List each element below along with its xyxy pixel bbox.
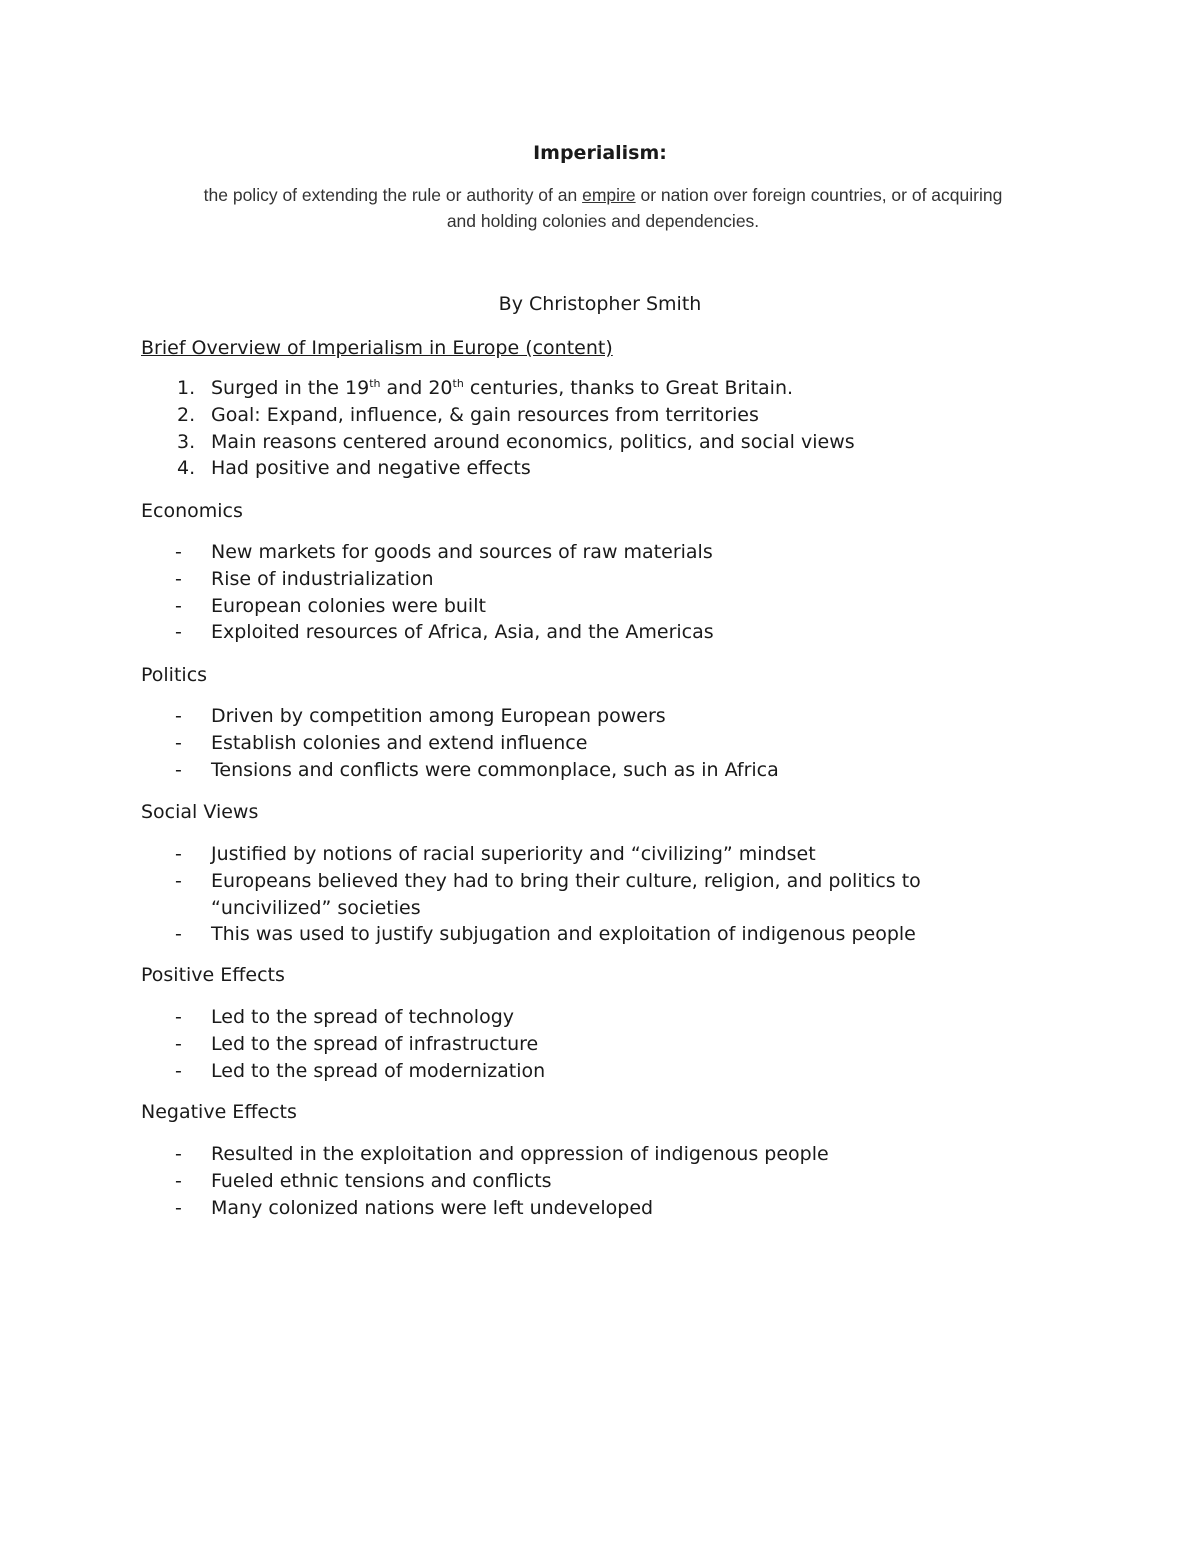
economics-heading: Economics [141, 500, 243, 522]
list-item [141, 868, 1021, 922]
list-item [141, 757, 1021, 784]
bullet-dash: - [175, 758, 182, 781]
bullet-dash: - [175, 1059, 182, 1082]
overview-list [141, 375, 1021, 482]
list-item-text: European colonies were built [211, 594, 486, 617]
list-item [141, 1031, 1021, 1058]
bullet-dash: - [175, 923, 182, 946]
bullet-dash: - [175, 731, 182, 754]
definition-text-end: or nation over foreign countries, or of acquiring [635, 185, 1003, 205]
list-item [141, 1168, 1021, 1195]
positive-effects-list [141, 1004, 1021, 1084]
list-item-text: Driven by competition among European powers [211, 705, 666, 727]
list-item-text: Resulted in the exploitation and oppression of indigenous people [211, 1143, 829, 1165]
list-item [141, 402, 1021, 429]
definition-text-line2: and holding colonies and dependencies. [446, 211, 760, 231]
author-line: By Christopher Smith [498, 293, 702, 315]
list-item-text: Tensions and conflicts were commonplace, such as in Africa [211, 758, 779, 781]
bullet-dash: - [175, 1143, 182, 1165]
list-item [141, 455, 1021, 482]
negative-effects-list [141, 1141, 1021, 1221]
list-item [141, 566, 1021, 593]
list-item-text: Had positive and negative effects [211, 457, 531, 480]
list-item-text: Led to the spread of infrastructure [211, 1032, 539, 1055]
list-item-text: New markets for goods and sources of raw materials [211, 541, 713, 563]
list-item [141, 429, 1021, 456]
bullet-dash: - [175, 567, 182, 590]
list-item-text: This was used to justify subjugation and exploitation of indigenous people [211, 923, 916, 946]
list-item [141, 1058, 1021, 1085]
list-item-text: Europeans believed they had to bring their culture, religion, and politics to [211, 869, 921, 892]
list-item [141, 1141, 1021, 1168]
list-item [141, 730, 1021, 757]
politics-list [141, 703, 1021, 783]
list-item-text: Justified by notions of racial superiority and “civilizing” mindset [211, 843, 816, 865]
bullet-dash: - [175, 541, 182, 563]
positive-effects-heading: Positive Effects [141, 964, 285, 986]
economics-list [141, 539, 1021, 646]
social-views-list [141, 841, 1021, 948]
list-item [141, 703, 1021, 730]
bullet-dash: - [175, 1196, 182, 1219]
list-item [141, 1195, 1021, 1222]
list-item [141, 593, 1021, 620]
list-item-text: Led to the spread of modernization [211, 1059, 546, 1082]
list-item-text: Fueled ethnic tensions and conflicts [211, 1169, 552, 1192]
bullet-dash: - [175, 705, 182, 727]
bullet-dash: - [175, 594, 182, 617]
bullet-dash: - [175, 843, 182, 865]
list-item-continuation: “uncivilized” societies [211, 896, 421, 919]
list-item [141, 539, 1021, 566]
bullet-dash: - [175, 621, 182, 644]
list-item [141, 1004, 1021, 1031]
definition-paragraph [150, 182, 1056, 234]
social-views-heading: Social Views [141, 801, 259, 823]
bullet-dash: - [175, 1006, 182, 1028]
list-number: 3. [177, 430, 196, 453]
bullet-dash: - [175, 1032, 182, 1055]
list-item-text: Goal: Expand, influence, & gain resources from territories [211, 403, 759, 426]
list-number: 2. [177, 403, 196, 426]
politics-heading: Politics [141, 664, 208, 686]
overview-heading: Brief Overview of Imperialism in Europe (content) [141, 337, 613, 359]
list-item-text: Many colonized nations were left undeveloped [211, 1196, 654, 1219]
list-item [141, 841, 1021, 868]
negative-effects-heading: Negative Effects [141, 1101, 297, 1123]
list-item-text: Led to the spread of technology [211, 1006, 515, 1028]
document-title: Imperialism: [533, 142, 667, 164]
list-item-text: Surged in the 19th and 20th centuries, thanks to Great Britain. [211, 377, 794, 399]
bullet-dash: - [175, 1169, 182, 1192]
list-item [141, 921, 1021, 948]
list-item-text: Establish colonies and extend influence [211, 731, 588, 754]
ordinal-superscript: th [452, 377, 464, 390]
definition-text-start: the policy of extending the rule or authority of an [203, 185, 583, 205]
list-item-text: Rise of industrialization [211, 567, 434, 590]
list-item [141, 619, 1021, 646]
ordinal-superscript: th [369, 377, 381, 390]
list-number: 4. [177, 457, 196, 480]
empire-link[interactable]: empire [582, 185, 636, 205]
bullet-dash: - [175, 869, 182, 892]
list-number: 1. [177, 377, 196, 399]
list-item [141, 375, 1021, 402]
list-item-text: Main reasons centered around economics, politics, and social views [211, 430, 855, 453]
list-item-text: Exploited resources of Africa, Asia, and the Americas [211, 621, 714, 644]
